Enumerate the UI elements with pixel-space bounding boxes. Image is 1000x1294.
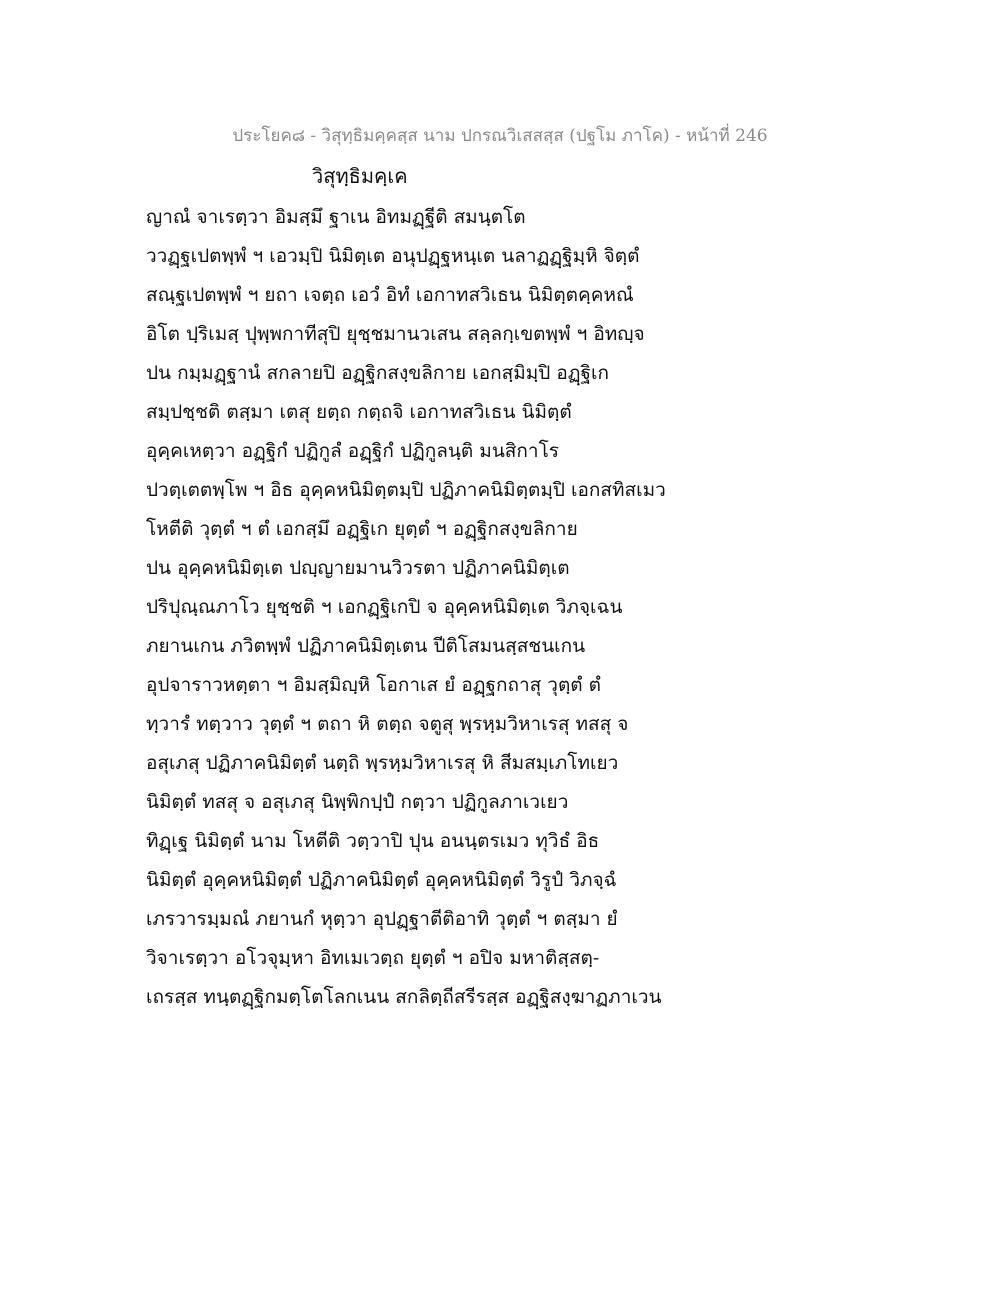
text-line: โหตีติ วุตฺตํ ฯ ตํ เอกสฺมึ อฏฺฐิเก ยุตฺตํ ฯ อฏฺฐิกสงฺขลิกาย bbox=[146, 518, 578, 540]
text-line: ปน กมฺมฏฺฐานํ สกลายปิ อฏฺฐิกสงฺขลิกาย เอกสฺมิมฺปิ อฏฺฐิเก bbox=[146, 362, 610, 384]
text-line: ทิฏฺเฐ นิมิตฺตํ นาม โหตีติ วตฺวาปิ ปุน อนนฺตรเมว ทุวิธํ อิธ bbox=[146, 830, 600, 852]
section-title: วิสุทฺธิมคฺเค bbox=[312, 164, 408, 188]
text-line: นิมิตฺตํ ทสสุ จ อสุเภสุ นิพฺพิกปฺปํ กตฺวา ปฏิกูลภาเวเยว bbox=[146, 791, 569, 813]
text-line: ววฏฺฐเปตพฺพํ ฯ เอวมฺปิ นิมิตฺเต อนุปฏฺฐหนฺเต นลาฏฏฺฐิมฺหิ จิตฺตํ bbox=[146, 245, 640, 267]
text-line: ปน อุคฺคหนิมิตฺเต ปญฺญายมานวิวรตา ปฏิภาคนิมิตฺเต bbox=[146, 557, 570, 579]
text-line: สมฺปชฺชติ ตสฺมา เตสุ ยตฺถ กตฺถจิ เอกาทสวิเธน นิมิตฺตํ bbox=[146, 401, 572, 423]
text-line: เภรวารมฺมณํ ภยานกํ หุตฺวา อุปฏฺฐาตีติอาทิ วุตฺตํ ฯ ตสฺมา ยํ bbox=[146, 908, 618, 930]
text-line: ทฺวารํ ทตฺวาว วุตฺตํ ฯ ตถา หิ ตตฺถ จตูสุ พฺรหฺมวิหาเรสุ ทสสุ จ bbox=[146, 713, 629, 735]
text-line: ปวตฺเตตพฺโพ ฯ อิธ อุคฺคหนิมิตฺตมฺปิ ปฏิภาคนิมิตฺตมฺปิ เอกสทิสเมว bbox=[146, 479, 666, 501]
text-line: อสุเภสุ ปฏิภาคนิมิตฺตํ นตฺถิ พฺรหฺมวิหาเรสุ หิ สีมสมฺเภโทเยว bbox=[146, 752, 619, 774]
text-line: ญาณํ จาเรตฺวา อิมสฺมึ ฐาเน อิทมฏฺฐีติ สมนฺตโต bbox=[146, 206, 526, 228]
page-header: ประโยค๘ - วิสุทฺธิมคฺคสฺส นาม ปกรณวิเสสสฺส (ปฐโม ภาโค) - หน้าที่ 246 bbox=[232, 126, 768, 146]
text-line: ปริปุณฺณภาโว ยุชฺชติ ฯ เอกฏฺฐิเกปิ จ อุคฺคหนิมิตฺเต วิภจฺเฉน bbox=[146, 596, 623, 618]
text-line: สณฺฐเปตพฺพํ ฯ ยถา เจตฺถ เอวํ อิทํ เอกาทสวิเธน นิมิตฺตคฺคหณํ bbox=[146, 284, 634, 306]
text-line: วิจาเรตฺวา อโวจุมฺหา อิทเมเวตฺถ ยุตฺตํ ฯ อปิจ มหาติสฺสตฺ- bbox=[146, 947, 600, 969]
text-line: ภยานเกน ภวิตพฺพํ ปฏิภาคนิมิตฺเตน ปีติโสมนสฺสชนเกน bbox=[146, 635, 586, 657]
text-line: อุคฺคเหตฺวา อฏฺฐิกํ ปฏิกูลํ อฏฺฐิกํ ปฏิกูลนฺติ มนสิกาโร bbox=[146, 440, 559, 462]
body-text bbox=[146, 198, 866, 1017]
text-line: เถรสฺส ทนฺตฏฺฐิกมตฺโตโลกเนน สกลิตฺถีสรีรสฺส อฏฺฐิสงฺฆาฏภาเวน bbox=[146, 986, 662, 1008]
text-line: นิมิตฺตํ อุคฺคหนิมิตฺตํ ปฏิภาคนิมิตฺตํ อุคฺคหนิมิตฺตํ วิรูปํ วิภจฺฉํ bbox=[146, 869, 617, 891]
text-line: อุปจาราวหตฺตา ฯ อิมสฺมิญฺหิ โอกาเส ยํ อฏฺฐกถาสุ วุตฺตํ ตํ bbox=[146, 674, 602, 696]
text-line: อิโต ปฺริเมสฺ ปุพฺพกาทีสุปิ ยุชฺชมานวเสน สลฺลกฺเขตพฺพํ ฯ อิทญฺจ bbox=[146, 323, 645, 345]
